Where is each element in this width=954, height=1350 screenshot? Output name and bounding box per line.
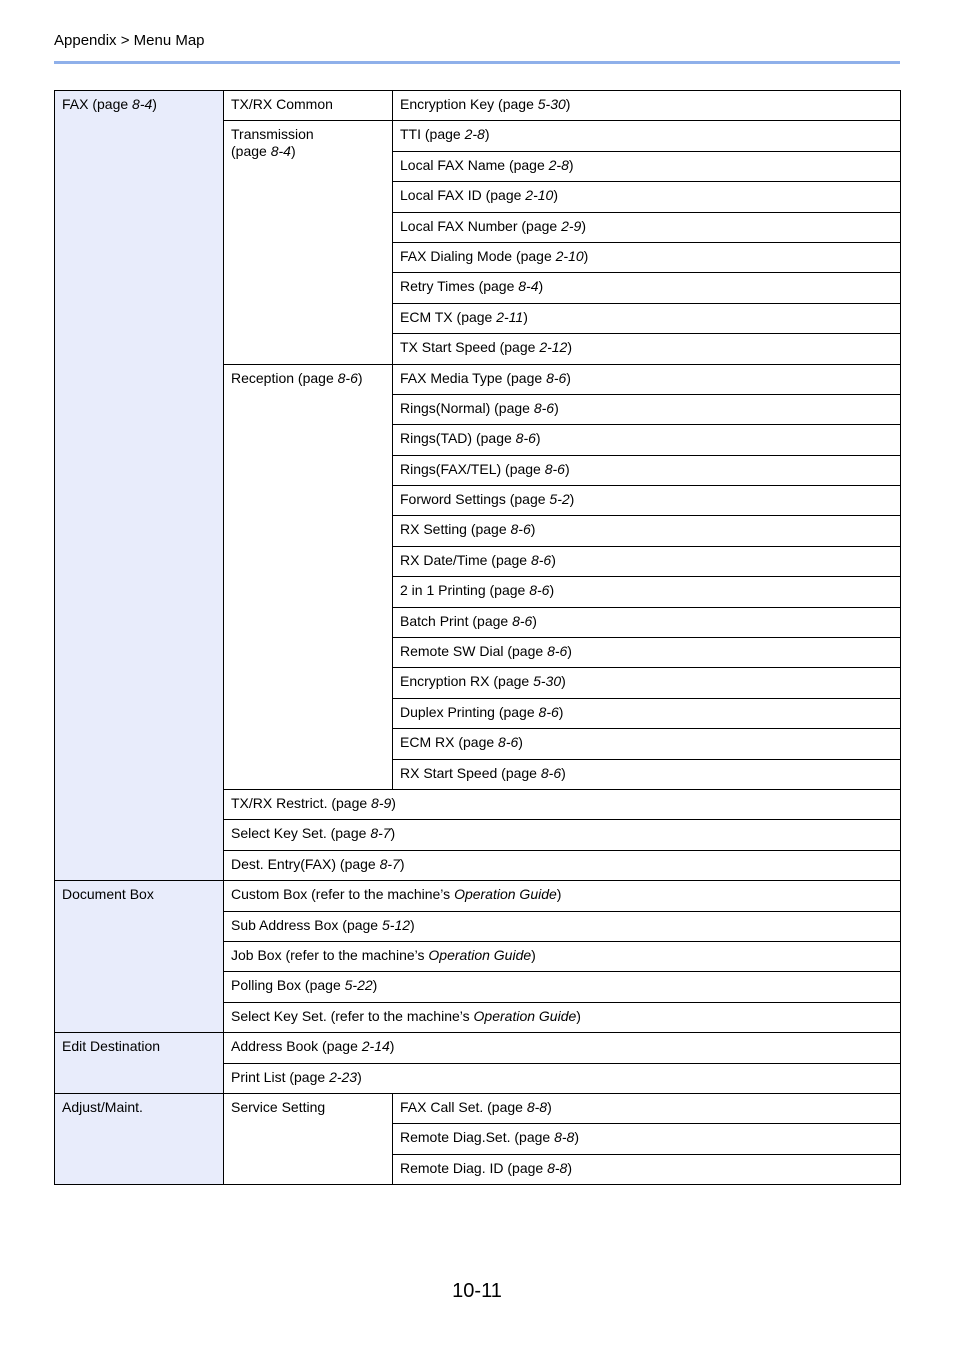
menu-item: Rings(TAD) (page 8-6)	[393, 425, 901, 455]
menu-item: Select Key Set. (page 8-7)	[224, 820, 901, 850]
menu-item: Forword Settings (page 5-2)	[393, 486, 901, 516]
menu-item: TX Start Speed (page 2-12)	[393, 334, 901, 364]
menu-item: Job Box (refer to the machine’s Operation Guide)	[224, 941, 901, 971]
menu-map-table	[54, 90, 901, 1185]
menu-item: Duplex Printing (page 8-6)	[393, 698, 901, 728]
menu-item: RX Start Speed (page 8-6)	[393, 759, 901, 789]
submenu-reception: Reception (page 8-6)	[224, 364, 393, 789]
menu-item: Rings(FAX/TEL) (page 8-6)	[393, 455, 901, 485]
menu-item: RX Date/Time (page 8-6)	[393, 546, 901, 576]
breadcrumb: Appendix > Menu Map	[54, 32, 205, 49]
submenu-transmission: Transmission (page 8-4)	[224, 121, 393, 364]
menu-document-box: Document Box	[55, 881, 224, 1033]
menu-item: 2 in 1 Printing (page 8-6)	[393, 577, 901, 607]
submenu-service-setting: Service Setting	[224, 1093, 393, 1184]
menu-item: Encryption Key (page 5-30)	[393, 91, 901, 121]
menu-item: Local FAX Number (page 2-9)	[393, 212, 901, 242]
menu-item: Batch Print (page 8-6)	[393, 607, 901, 637]
menu-item: Local FAX ID (page 2-10)	[393, 182, 901, 212]
menu-item: Custom Box (refer to the machine’s Operation Guide)	[224, 881, 901, 911]
menu-item: ECM RX (page 8-6)	[393, 729, 901, 759]
menu-item: Remote SW Dial (page 8-6)	[393, 638, 901, 668]
menu-item: Polling Box (page 5-22)	[224, 972, 901, 1002]
menu-item: Rings(Normal) (page 8-6)	[393, 394, 901, 424]
menu-item: FAX Call Set. (page 8-8)	[393, 1093, 901, 1123]
menu-item: FAX Dialing Mode (page 2-10)	[393, 242, 901, 272]
menu-item: Select Key Set. (refer to the machine’s Operation Guide)	[224, 1002, 901, 1032]
menu-adjust-maint: Adjust/Maint.	[55, 1093, 224, 1184]
menu-item: Remote Diag.Set. (page 8-8)	[393, 1124, 901, 1154]
menu-item: FAX Media Type (page 8-6)	[393, 364, 901, 394]
submenu-txrx-common: TX/RX Common	[224, 91, 393, 121]
menu-item: Print List (page 2-23)	[224, 1063, 901, 1093]
menu-item: TX/RX Restrict. (page 8-9)	[224, 789, 901, 819]
menu-fax: FAX (page 8-4)	[55, 91, 224, 881]
menu-item: Sub Address Box (page 5-12)	[224, 911, 901, 941]
menu-item: Address Book (page 2-14)	[224, 1033, 901, 1063]
menu-item: Local FAX Name (page 2-8)	[393, 151, 901, 181]
menu-item: Remote Diag. ID (page 8-8)	[393, 1154, 901, 1184]
menu-item: TTI (page 2-8)	[393, 121, 901, 151]
header-divider	[54, 61, 900, 64]
menu-item: Encryption RX (page 5-30)	[393, 668, 901, 698]
menu-item: Retry Times (page 8-4)	[393, 273, 901, 303]
menu-edit-destination: Edit Destination	[55, 1033, 224, 1094]
page-number: 10-11	[452, 1280, 502, 1302]
menu-item: Dest. Entry(FAX) (page 8-7)	[224, 850, 901, 880]
menu-item: ECM TX (page 2-11)	[393, 303, 901, 333]
menu-item: RX Setting (page 8-6)	[393, 516, 901, 546]
